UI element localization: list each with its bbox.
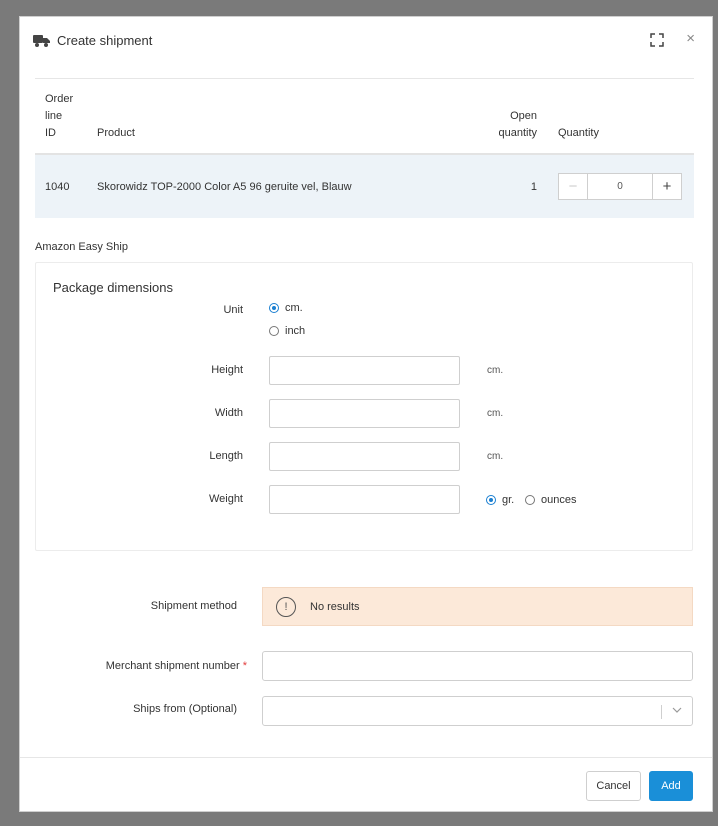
height-label: Height: [211, 364, 243, 376]
modal-title: Create shipment: [57, 32, 153, 48]
required-mark: *: [242, 660, 247, 672]
increment-button[interactable]: +: [652, 174, 681, 199]
ships-from-label: Ships from (Optional): [133, 703, 237, 715]
weight-option-ounces[interactable]: [525, 494, 576, 506]
info-circle-icon: !: [276, 597, 296, 617]
radio-gr[interactable]: [486, 495, 496, 505]
header-order-line-id: Order line ID: [35, 91, 87, 154]
add-button[interactable]: Add: [649, 771, 693, 801]
length-unit: cm.: [487, 451, 504, 462]
header-product: Product: [87, 91, 475, 154]
truck-icon: [33, 34, 51, 48]
cancel-button[interactable]: Cancel: [586, 771, 641, 801]
radio-inch[interactable]: [269, 326, 279, 336]
shipment-method-label: Shipment method: [150, 600, 237, 612]
order-lines-table: [35, 91, 694, 218]
length-label: Length: [209, 450, 243, 462]
modal-header: [20, 17, 712, 63]
radio-ounces-label: ounces: [541, 494, 577, 506]
quantity-stepper: [558, 173, 682, 200]
select-separator: [661, 705, 662, 719]
radio-inch-label: inch: [285, 325, 306, 337]
width-unit: cm.: [487, 408, 504, 419]
header-quantity: Quantity: [547, 91, 694, 154]
quantity-input[interactable]: [588, 174, 652, 199]
decrement-button[interactable]: −: [559, 174, 588, 199]
expand-icon[interactable]: [650, 33, 664, 47]
header-divider: [35, 78, 694, 79]
header-open-quantity: Open quantity: [475, 91, 547, 154]
table-row: [35, 154, 694, 218]
section-label-amazon-easy-ship: Amazon Easy Ship: [35, 241, 128, 253]
merchant-label-text: Merchant shipment number: [105, 660, 240, 672]
unit-option-cm[interactable]: [269, 302, 303, 314]
radio-gr-label: gr.: [502, 494, 515, 506]
merchant-shipment-number-input[interactable]: [262, 651, 693, 681]
chevron-down-icon[interactable]: [672, 705, 682, 715]
width-input[interactable]: [269, 399, 460, 428]
package-dimensions-panel: [35, 262, 693, 551]
order-line-id-cell: 1040: [35, 154, 87, 218]
ships-from-select[interactable]: [262, 696, 693, 726]
no-results-alert: [262, 587, 693, 626]
radio-ounces[interactable]: [525, 495, 535, 505]
radio-cm-label: cm.: [285, 302, 303, 314]
unit-option-inch[interactable]: [269, 325, 305, 337]
height-unit: cm.: [487, 365, 504, 376]
radio-cm[interactable]: [269, 303, 279, 313]
quantity-cell: [547, 154, 694, 218]
height-input[interactable]: [269, 356, 460, 385]
open-quantity-cell: 1: [475, 154, 547, 218]
footer-divider: [20, 757, 712, 758]
weight-input[interactable]: [269, 485, 460, 514]
weight-label: Weight: [208, 493, 243, 505]
package-dimensions-title: Package dimensions: [53, 280, 173, 295]
product-cell: Skorowidz TOP-2000 Color A5 96 geruite vel, Blauw: [87, 154, 475, 218]
close-icon[interactable]: ×: [686, 30, 695, 47]
length-input[interactable]: [269, 442, 460, 471]
no-results-text: No results: [310, 600, 360, 613]
weight-option-gr[interactable]: [486, 494, 514, 506]
unit-label: Unit: [223, 304, 243, 316]
create-shipment-modal: [19, 16, 713, 812]
merchant-shipment-number-label: [40, 660, 247, 672]
width-label: Width: [214, 407, 243, 419]
